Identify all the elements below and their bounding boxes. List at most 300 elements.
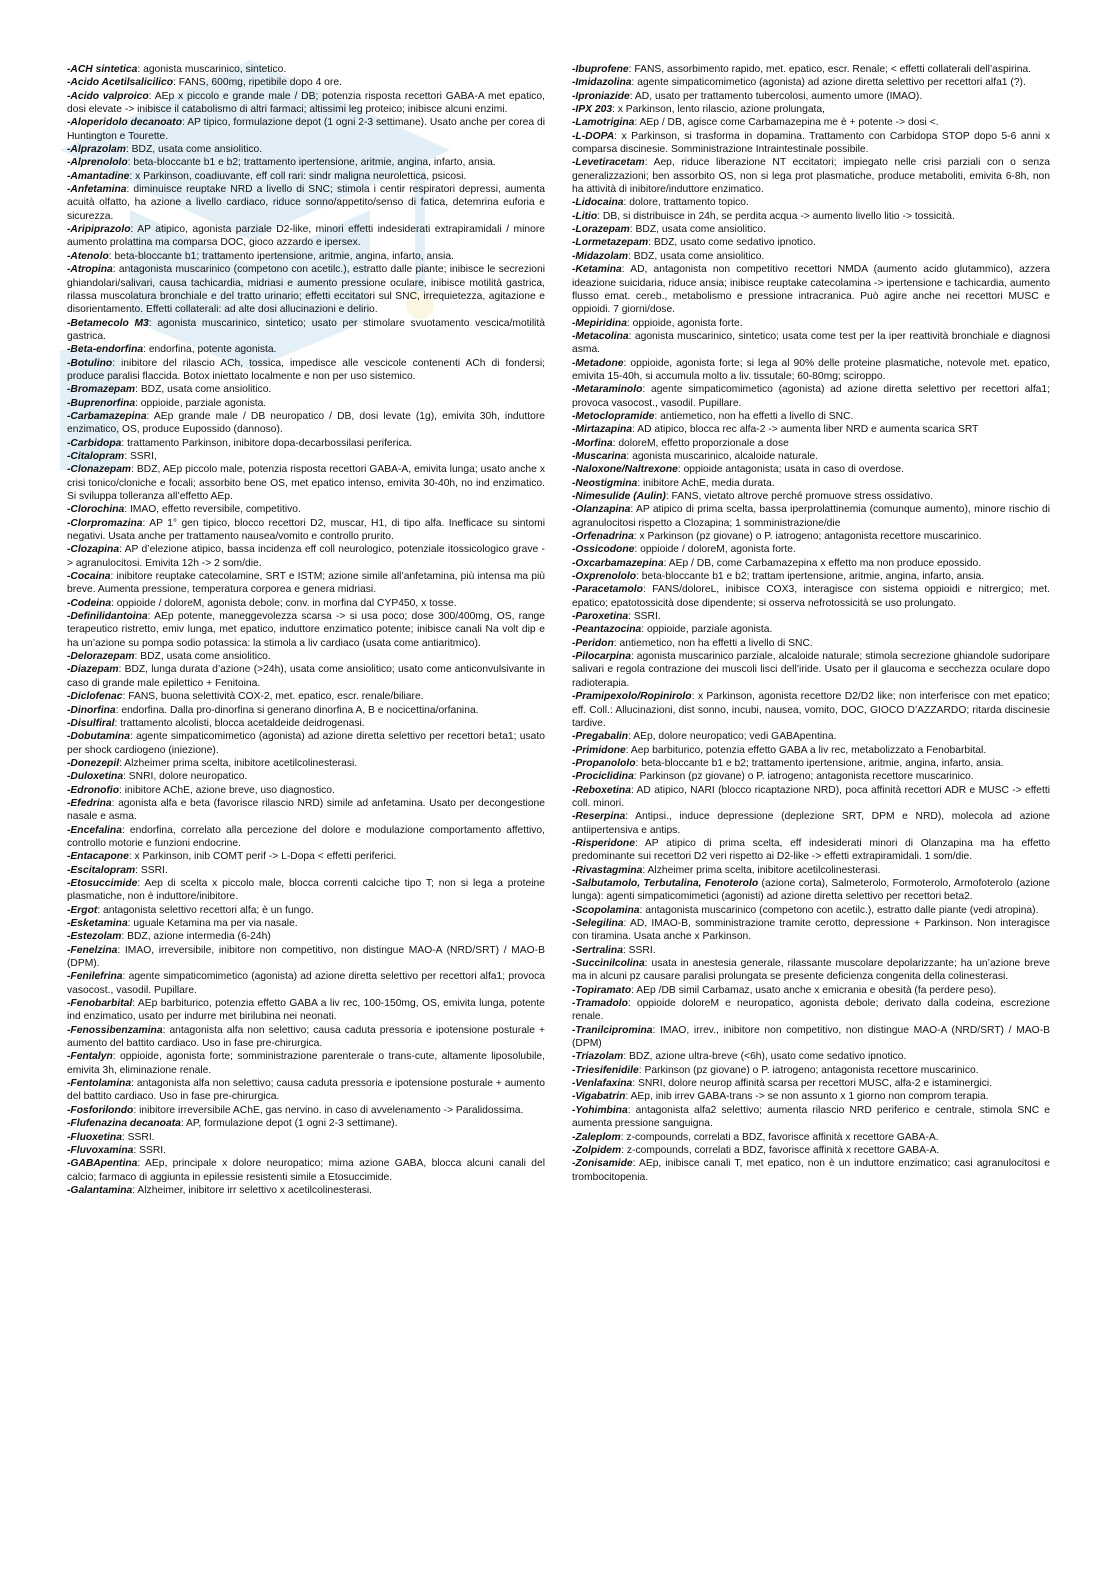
drug-entry [572, 156, 1050, 196]
drug-entry [572, 610, 1050, 623]
drug-name: -Alprazolam [67, 144, 126, 156]
drug-name: -Carbidopa [67, 437, 122, 449]
drug-entry [572, 784, 1050, 811]
drug-description: : agente simpaticomimetico (agonista) ad azione diretta selettivo per recettori alfa1 (?). [631, 77, 1026, 89]
drug-name: -Fluoxetina [67, 1131, 122, 1143]
drug-entry [67, 770, 545, 783]
drug-description: : AP tipico, formulazione depot (1 ogni 2-3 settimane). Usato anche per corea di Huntington e Tourette. [67, 117, 545, 142]
drug-name: -Pilocarpina [572, 651, 631, 663]
drug-entry [572, 1090, 1050, 1103]
drug-description: : AEp grande male / DB neuropatico / DB, dosi levate (1g), emivita 30h, induttore enzimatico, OS, produce Eupossido (dannoso). [67, 410, 545, 436]
drug-entry [572, 250, 1050, 263]
drug-name: -Olanzapina [572, 504, 631, 516]
drug-name: -Buprenorfina [67, 397, 136, 409]
drug-name: -Mirtazapina [572, 424, 633, 436]
drug-description: (azione corta), Salmeterolo, Formoterolo, Armofoterolo (azione lunga): agenti simpaticomimetici (agonisti) ad azione diretta selettivo per recettori beta2. [572, 877, 1050, 903]
drug-description: : oppioide, agonista forte; somministrazione parenterale o trans-cute, altamente liposolubile, emivita 3h, eliminazione renale. [67, 1051, 545, 1076]
drug-entry [572, 1157, 1050, 1184]
drug-name: -Dinorfina [67, 704, 116, 716]
drug-name: -Fenossibenzamina [67, 1024, 163, 1036]
drug-description: : agonista muscarinico parziale, alcaloide naturale; stimola secrezione ghiandole sudoripare salivari e regola contrazione dei muscoli lisci dell’iride. Usato per il glaucoma e secchezza oculare dopo radioterapia. [572, 651, 1050, 689]
drug-entry [572, 330, 1050, 357]
drug-description: : AEp, inibisce canali T, met epatico, non è un induttore enzimatico; casi agranulocitosi e trombocitopenia. [572, 1158, 1050, 1183]
drug-name: -Paracetamolo [572, 584, 643, 596]
drug-entry [572, 984, 1050, 997]
drug-entry [67, 410, 545, 437]
drug-entry [67, 690, 545, 703]
drug-name: -Midazolam [572, 250, 629, 262]
drug-description: : inibitore reuptake catecolamine, SRT e ISTM; azione simile all’anfetamina, più intensa ma più breve. Aumenta pressione, temperatura corporea e genera midriasi. [67, 571, 545, 596]
drug-name: -Ossicodone [572, 544, 635, 556]
drug-name: -Imidazolina [572, 77, 632, 89]
drug-description: : antagonista alfa non selettivo; causa caduta pressoria e ipotensione posturale + aumento del battito cardiaco. Uso in fase pre-chirurgica. [67, 1024, 545, 1050]
drug-description: : trattamento alcolisti, blocca acetaldeide deidrogenasi. [114, 717, 365, 729]
drug-description: : oppioide doloreM e neuropatico, agonista debole; derivato dalla codeina, escrezione renale. [572, 998, 1050, 1023]
drug-name: -Lamotrigina [572, 117, 635, 129]
drug-name: -Acido valproico [67, 90, 149, 102]
drug-name: -Morfina [572, 437, 613, 449]
drug-description: : FANS, vietato altrove perché promuove stress ossidativo. [665, 491, 934, 502]
drug-description: : BDZ, usata come ansiolitico. [629, 224, 766, 236]
drug-description: : Parkinson (pz giovane) o P. iatrogeno; antagonista recettore muscarinico. [633, 771, 974, 783]
drug-name: -Lidocaina [572, 197, 624, 209]
right-column [572, 63, 1050, 1184]
drug-description: : agonista muscarinico, sintetico. [137, 64, 287, 75]
drug-name: -Scopolamina [572, 904, 640, 916]
drug-name: -IPX 203 [572, 104, 613, 116]
drug-name: -Metadone [572, 357, 624, 369]
drug-entry [572, 543, 1050, 556]
drug-description: : Aep, riduce liberazione NT eccitatori; impiegato nelle crisi parziali con o senza generalizzazioni; ben assorbito OS, non si lega prot plasmatiche, produce metaboliti, emivita 6-8h, non ha attività di inibitore/induttore enzimatico. [572, 157, 1050, 196]
drug-entry [572, 997, 1050, 1024]
drug-entry [572, 744, 1050, 757]
drug-name: -Lormetazepam [572, 237, 649, 249]
drug-name: -Fenobarbital [67, 998, 133, 1010]
drug-name: -Duloxetina [67, 771, 124, 783]
drug-name: -Metoclopramide [572, 410, 655, 422]
drug-name: -Delorazepam [67, 651, 135, 663]
drug-entry [67, 730, 545, 757]
drug-description: : AD, antagonista non competitivo recettori NMDA (aumento acido glutammico), azzera ideazione suicidaria, riduce ansia; inibisce reuptake catecolamina -> ipertensione e tachicardia, aumento flusso emat. cereb., metabolismo e pressione intracranica. Può agire anche nei recettori MUSC e oppioidi. 7 giorni/dose. [572, 264, 1050, 316]
drug-name: -Fosforilondo [67, 1104, 134, 1116]
drug-entry [572, 583, 1050, 610]
drug-entry [67, 76, 545, 89]
drug-entry [67, 877, 545, 904]
drug-name: -Zaleplom [572, 1131, 621, 1143]
drug-description: : Parkinson (pz giovane) o P. iatrogeno; antagonista recettore muscarinico. [638, 1064, 979, 1076]
drug-description: : IMAO, irrev., inibitore non competitivo, non distingue MAO-A (NRD/SRT) / MAO-B (DPM) [572, 1024, 1050, 1050]
drug-entry [572, 236, 1050, 249]
drug-name: -Propanololo [572, 757, 636, 769]
drug-description: : oppioide, agonista forte; si lega al 90% delle proteine plasmatiche, notevole met. epatico, emivita 15-40h, si accumula molto a liv. tissutale; 60-80mg; sciroppo. [572, 357, 1050, 382]
drug-description: : Aep barbiturico, potenzia effetto GABA a liv rec, metabolizzato a Fenobarbital. [625, 744, 987, 756]
drug-description: : AEp / DB, come Carbamazepina x effetto ma non produce epossido. [663, 557, 982, 569]
drug-description: : AP atipico, agonista parziale D2-like, minori effetti indesiderati extrapiramidali / minore aumento prolattina ma comparsa DOC, gioco azzardo e ipersex. [67, 224, 545, 249]
drug-description: : z-compounds, correlati a BDZ, favorisce affinità x recettore GABA-A. [621, 1144, 940, 1156]
drug-entry [572, 1064, 1050, 1077]
drug-description: : endorfina. Dalla pro-dinorfina si generano dinorfina A, B e nocicettina/orfanina. [115, 704, 479, 716]
drug-description: : BDZ, azione ultra-breve (<6h), usato come sedativo ipnotico. [623, 1051, 907, 1063]
drug-entry [572, 730, 1050, 743]
drug-description: : oppioide, parziale agonista. [135, 397, 267, 409]
drug-description: : oppioide, agonista forte. [626, 317, 743, 329]
drug-name: -Fenelzina [67, 944, 118, 956]
drug-entry [67, 397, 545, 410]
drug-description: : SSRI, [124, 450, 157, 462]
drug-entry [572, 570, 1050, 583]
drug-name: -Fluvoxamina [67, 1144, 134, 1156]
drug-description: : AEp barbiturico, potenzia effetto GABA a liv rec, 100-150mg, OS, emivita lunga, potente ind enzimatico, usato per indurre met birilubina nei neonati. [67, 998, 545, 1023]
drug-entry [572, 690, 1050, 730]
drug-name: -Botulino [67, 357, 113, 369]
drug-description: : usata in anestesia generale, rilassante muscolare depolarizzante; ha un’azione breve ma in alcuni pz causare paralisi prolungata se presente deficienza congenita della colinesterasi. [572, 958, 1050, 983]
drug-entry [67, 143, 545, 156]
drug-name: -Litio [572, 210, 598, 222]
drug-entry [67, 170, 545, 183]
drug-entry [572, 357, 1050, 384]
drug-entry [67, 1104, 545, 1117]
drug-name: -Vigabatrin [572, 1091, 626, 1103]
drug-entry [572, 223, 1050, 236]
drug-name: -Atenolo [67, 250, 109, 262]
drug-entry [572, 1144, 1050, 1157]
drug-name: -Nimesulide (Aulin) [572, 491, 666, 502]
drug-entry [572, 770, 1050, 783]
drug-description: : antagonista selettivo recettori alfa; è un fungo. [97, 904, 314, 916]
drug-name: -Peridon [572, 637, 614, 649]
drug-entry [67, 784, 545, 797]
drug-name: -Reboxetina [572, 784, 631, 796]
drug-entry [572, 637, 1050, 650]
drug-entry [67, 450, 545, 463]
drug-name: -Sertralina [572, 944, 623, 956]
drug-description: : oppioide / doloreM, agonista forte. [634, 544, 796, 556]
drug-name: -GABApentina [67, 1158, 138, 1170]
drug-description: : agonista muscarinico, alcaloide naturale. [626, 450, 819, 462]
drug-description: : BDZ, lunga durata d’azione (>24h), usata come ansiolitico; usato come anticonvulsivante in caso di grande male epilettico + Fenitoina. [67, 664, 545, 689]
drug-description: : agonista muscarinico, sintetico; usato per stimolare svuotamento vescica/motilità gastrica. [67, 317, 545, 342]
drug-description: : FANS, assorbimento rapido, met. epatico, escr. Renale; < effetti collaterali dell’aspirina. [628, 64, 1032, 75]
drug-entry [67, 917, 545, 930]
drug-entry [67, 517, 545, 544]
drug-name: -Citalopram [67, 450, 125, 462]
drug-name: -Rivastagmina [572, 864, 643, 876]
drug-description: : trattamento Parkinson, inibitore dopa-decarbossilasi periferica. [121, 437, 413, 449]
drug-name: -Aloperidolo decanoato [67, 117, 183, 129]
drug-entry [572, 210, 1050, 223]
drug-entry [67, 797, 545, 824]
drug-entry [572, 263, 1050, 316]
drug-entry [572, 944, 1050, 957]
drug-description: : BDZ, usata come ansiolitico. [135, 384, 272, 396]
drug-entry [67, 183, 545, 223]
drug-entry [67, 824, 545, 851]
drug-entry [67, 944, 545, 971]
drug-description: : diminuisce reuptake NRD a livello di SNC; stimola i centir respiratori depressi, aumenta acuità olfatto, ha azione a livello cardiaco, riduce sonno/appetito/senso di fatica, detemrina euforia e sicurezza. [67, 184, 545, 222]
drug-name: -Cocaina [67, 571, 111, 583]
drug-description: : beta-bloccante b1; trattamento ipertensione, aritmie, angina, infarto, ansia. [108, 250, 454, 262]
drug-name: -Zonisamide [572, 1158, 633, 1170]
drug-name: -Flufenazina decanoata [67, 1118, 181, 1130]
drug-entry [67, 904, 545, 917]
left-column [67, 63, 545, 1197]
drug-entry [572, 1131, 1050, 1144]
drug-description: : doloreM, effetto proporzionale a dose [612, 437, 789, 449]
drug-name: -Reserpina [572, 811, 626, 823]
drug-name: -Mepiridina [572, 317, 627, 329]
drug-entry [572, 904, 1050, 917]
drug-name: -L-DOPA [572, 130, 615, 142]
drug-entry [572, 757, 1050, 770]
drug-description: : IMAO, irreversibile, inibitore non competitivo, non distingue MAO-A (NRD/SRT) / MAO-B (DPM). [67, 944, 545, 970]
drug-entry [572, 1104, 1050, 1131]
drug-description: : AP d’elezione atipico, bassa incidenza eff coll neurologico, potenziale itossicologico grave -> agranulocitosi. Emivita 12h -> 2 som/die. [67, 544, 545, 569]
drug-name: -Venlafaxina [572, 1078, 633, 1090]
drug-description: : inibitore del rilascio ACh, tossica, impedisce alle vescicole contenenti ACh di fondersi; produce paralisi flaccida. Botox iniettato localmente e non per uso sistemico. [67, 357, 545, 382]
drug-description: : AEp potente, maneggevolezza scarsa -> si usa poco; dose 300/400mg, OS, range terapeutico ristretto, emiv lunga, met epatico, induttore enzimatico potente; inibisce canali Na volt dip e ha un’azione su pompa sodio potassica: la stimola a liv cardiaco (usata come antiaritmico). [67, 611, 545, 649]
drug-entry [572, 103, 1050, 116]
drug-description: : oppioide antagonista; usata in caso di overdose. [677, 464, 904, 476]
drug-name: -Diazepam [67, 664, 119, 676]
drug-name: -Ketamina [572, 264, 622, 276]
drug-description: : Antipsi., induce depressione (deplezione SRT, DPM e NRD), molecola ad azione antiipertensiva e antips. [572, 811, 1050, 836]
drug-description: : AP, formulazione depot (1 ogni 2-3 settimane). [180, 1118, 398, 1130]
drug-description: : AP atipico di prima scelta, eff indesiderati minori di Olanzapina ma ha effetto predominante sui recettori D2 veri rispetto ai D2-like -> effetti extrapiramidali. 1 som/die. [572, 837, 1050, 863]
drug-description: : AEp /DB simil Carbamaz, usato anche x emicrania e obesità (fa perdere peso). [631, 984, 997, 996]
drug-entry [67, 570, 545, 597]
drug-name: -Muscarina [572, 450, 627, 462]
drug-name: -Clonazepam [67, 464, 132, 476]
drug-entry [67, 437, 545, 450]
drug-entry [67, 63, 545, 76]
drug-name: -Donezepil [67, 757, 120, 769]
drug-entry [67, 343, 545, 356]
drug-entry [67, 650, 545, 663]
drug-entry [67, 970, 545, 997]
drug-entry [67, 357, 545, 384]
drug-entry [572, 957, 1050, 984]
drug-name: -Tramadolo [572, 998, 628, 1010]
drug-description: : FANS, 600mg, ripetibile dopo 4 ore. [173, 77, 342, 89]
drug-description: : BDZ, usata come ansiolitico. [125, 144, 263, 156]
drug-entry [572, 917, 1050, 944]
drug-entry [572, 383, 1050, 410]
drug-entry [67, 1131, 545, 1144]
drug-name: -Disulfiral [67, 717, 115, 729]
drug-name: -Etosuccimide [67, 877, 138, 889]
drug-name: -Acido Acetilsalicilico [67, 77, 174, 89]
drug-name: -Efedrina [67, 797, 112, 809]
drug-description: : z-compounds, correlati a BDZ, favorisce affinità x recettore GABA-A. [620, 1131, 939, 1143]
drug-description: : BDZ, usata come ansiolitico. [628, 250, 765, 262]
drug-description: : FANS/doloreL, inibisce COX3, interagisce con sistema oppioidi e nitrergico; met. epatico; epatotossicità dose dipendente; si osserva nefrotossicità se uso prolungato. [572, 584, 1050, 609]
drug-description: : SSRI. [628, 611, 661, 623]
drug-entry [572, 450, 1050, 463]
drug-entry [572, 490, 1050, 503]
drug-entry [572, 557, 1050, 570]
drug-description: : antagonista alfa2 selettivo; aumenta rilascio NRD periferico e centrale, stimola SNC e aumenta pressione sanguigna. [572, 1104, 1050, 1130]
drug-name: -Zolpidem [572, 1144, 622, 1156]
drug-name: -Ibuprofene [572, 64, 629, 75]
drug-entry [572, 1024, 1050, 1051]
drug-description: : AP 1° gen tipico, blocco recettori D2, muscar, H1, di tipo alfa. Inefficace su sintomi negativi. Usata anche per trattamento nausea/vomito e controllo prurito. [67, 517, 545, 543]
drug-description: : oppioide / doloreM, agonista debole; conv. in morfina dal CYP450, x tosse. [111, 597, 457, 609]
drug-name: -Naloxone/Naltrexone [572, 464, 678, 476]
drug-description: : AEp, principale x dolore neuropatico; mima azione GABA, blocca alcuni canali del calcio; farmaco di aggiunta in epilessie resistenti simile a Etosuccimide. [67, 1158, 545, 1183]
drug-description: : BDZ, usato come sedativo ipnotico. [648, 237, 816, 249]
drug-description: : oppioide, parziale agonista. [641, 624, 773, 636]
drug-name: -Clozapina [67, 544, 120, 556]
drug-name: -Fentalyn [67, 1051, 113, 1063]
drug-name: -Triesifenidile [572, 1064, 639, 1076]
drug-description: : x Parkinson, si trasforma in dopamina. Trattamento con Carbidopa STOP dopo 5-6 anni x comparsa discinesie. Somministrazione Intraintestinale possibile. [572, 130, 1050, 156]
drug-description: : AD, IMAO-B, somministrazione tramite cerotto, depressione + Parkinson. Non interagisce con tiramina. Usata anche x Parkinson. [572, 918, 1050, 943]
drug-entry [572, 1077, 1050, 1090]
drug-description: : x Parkinson, agonista recettore D2/D2 like; non interferisce con met epatico; eff. Coll.: Allucinazioni, dist sonno, incubi, nausea, vomito, DOC, GIOCO D’AZZARDO; ritarda discinesie tardive. [572, 691, 1050, 729]
drug-description: : Alzheimer prima scelta, inibitore acetilcolinesterasi. [119, 757, 358, 769]
drug-entry [572, 317, 1050, 330]
drug-description: : uguale Ketamina ma per via nasale. [127, 918, 298, 929]
drug-name: -Selegilina [572, 918, 624, 929]
drug-name: -Fentolamina [67, 1078, 132, 1090]
drug-description: : antagonista muscarinico (competono con acetilc.), estratto dalle piante (vedi atropina). [639, 904, 1039, 916]
drug-name: -Fenilefrina [67, 971, 123, 983]
drug-entry [572, 477, 1050, 490]
drug-entry [67, 1157, 545, 1184]
drug-name: -ACH sintetica [67, 64, 138, 75]
drug-description: : BDZ, azione intermedia (6-24h) [121, 931, 271, 943]
drug-entry [67, 156, 545, 169]
drug-entry [572, 530, 1050, 543]
drug-entry [67, 383, 545, 396]
drug-name: -Amantadine [67, 170, 130, 182]
drug-description: : inibitore AchE, media durata. [637, 477, 775, 489]
drug-description: : SSRI. [133, 1144, 166, 1156]
drug-name: -Alprenololo [67, 157, 128, 169]
drug-entry [67, 864, 545, 877]
drug-description: : agonista muscarinico, sintetico; usata come test per la iper reattività bronchiale e diagnosi asma. [572, 330, 1050, 356]
drug-name: -Triazolam [572, 1051, 624, 1063]
drug-entry [572, 116, 1050, 129]
drug-name: -Entacapone [67, 851, 129, 863]
drug-description: : AEp, inib irrev GABA-trans -> se non assunto x 1 giorno non comprom terapia. [625, 1091, 989, 1103]
drug-entry [572, 503, 1050, 530]
drug-description: : AP atipico di prima scelta, bassa iperprolattinemia (comunque aumento), minore rischio di agranulocitosi rispetto a Clozapina; 1 somministrazione/die [572, 504, 1050, 529]
drug-entry [572, 1050, 1050, 1063]
drug-entry [67, 663, 545, 690]
drug-description: : x Parkinson, inib COMT perif -> L-Dopa < effetti periferici. [128, 851, 397, 863]
drug-description: : antiemetico, non ha effetti a livello di SNC. [613, 637, 813, 649]
drug-entry [67, 317, 545, 344]
drug-entry [67, 250, 545, 263]
drug-entry [572, 877, 1050, 904]
drug-description: : endorfina, potente agonista. [143, 344, 277, 356]
drug-entry [572, 63, 1050, 76]
drug-entry [67, 997, 545, 1024]
drug-description: : AD, usato per trattamento tubercolosi, aumento umore (IMAO). [629, 90, 923, 102]
drug-description: : agente simpaticomimetico (agonista) ad azione diretta selettivo per recettori beta1; usato per shock cardiogeno (iniezione). [67, 731, 545, 756]
drug-entry [67, 90, 545, 117]
drug-name: -Metaraminolo [572, 384, 643, 396]
drug-description: : AEp x piccolo e grande male / DB; potenzia risposta recettori GABA-A met epatico, dosi elevate -> inibisce il catabolismo di altri farmaci; altissimi leg proteico; inibisce alcuni enzimi. [67, 90, 546, 116]
drug-description: : x Parkinson, coadiuvante, eff coll rari: sindr maligna neurolettica, psicosi. [129, 170, 467, 182]
drug-description: : AD atipico, blocca rec alfa-2 -> aumenta liber NRD e aumenta scarica SRT [632, 424, 979, 436]
drug-description: : agente simpaticomimetico (agonista) ad azione diretta selettivo per recettori alfa1; provoca vasocost., vasodil. Pupillare. [572, 384, 1050, 409]
drug-description: : beta-bloccante b1 e b2; trattamento ipertensione, aritmie, angina, infarto, ansia. [635, 757, 1004, 769]
drug-name: -Bromazepam [67, 384, 136, 396]
drug-entry [572, 90, 1050, 103]
drug-description: : AEp, dolore neuropatico; vedi GABApentina. [628, 731, 837, 743]
drug-name: -Atropina [67, 264, 113, 276]
drug-name: -Paroxetina [572, 611, 629, 623]
drug-name: -Oxprenololo [572, 571, 637, 583]
drug-name: -Risperidone [572, 837, 635, 849]
drug-name: -Metacolina [572, 330, 629, 342]
drug-name: -Encefalina [67, 824, 122, 836]
drug-name: -Pramipexolo/Ropinirolo [572, 691, 692, 703]
drug-description: : beta-bloccante b1 e b2; trattamento ipertensione, aritmie, angina, infarto, ansia. [127, 157, 496, 169]
drug-description: : beta-bloccante b1 e b2; trattam ipertensione, aritmie, angina, infarto, ansia. [636, 571, 985, 583]
drug-name: -Edronofio [67, 784, 120, 796]
drug-name: -Lorazepam [572, 224, 630, 236]
drug-name: -Ergot [67, 904, 98, 916]
drug-entry [67, 116, 545, 143]
drug-description: : SSRI. [121, 1131, 155, 1143]
drug-entry [572, 76, 1050, 89]
drug-name: -Peantazocina [572, 624, 642, 636]
drug-entry [572, 650, 1050, 690]
drug-description: : FANS, buona selettività COX-2, met. epatico, escr. renale/biliare. [122, 691, 424, 703]
drug-name: -Esketamina [67, 918, 128, 929]
drug-name: -Primidone [572, 744, 626, 756]
drug-description: : inibitore AChE, azione breve, uso diagnostico. [119, 784, 335, 796]
drug-name: -Carbamazepina [67, 410, 147, 422]
drug-name: -Dobutamina [67, 731, 130, 743]
drug-description: : inibitore irreversibile AChE, gas nervino. in caso di avvelenamento -> Paralidossima. [133, 1104, 524, 1116]
drug-name: -Anfetamina [67, 184, 127, 196]
drug-entry [572, 463, 1050, 476]
drug-name: -Clorochina [67, 504, 125, 516]
drug-name: -Diclofenac [67, 691, 123, 703]
drug-entry [67, 1077, 545, 1104]
drug-description: : antagonista alfa non selettivo; causa caduta pressoria e ipotensione posturale + aumento del battito cardiaco. Uso in fase pre-chirurgica. [67, 1078, 545, 1103]
drug-entry [67, 850, 545, 863]
drug-entry [67, 1117, 545, 1130]
drug-name: -Salbutamolo, Terbutalina, Fenoterolo [572, 877, 759, 889]
drug-name: -Galantamina [67, 1184, 133, 1196]
drug-description: : antagonista muscarinico (competono con acetilc.), estratto dalle piante; inibisce le secrezioni ghiandolari/salivari, causa tachicardia, midriasi e aumento pressione oculare, inibisce motilità gastrica, rilassa muscolatura bronchiale e del tratto urinario; effetti eccitatori sul SNC, irrequietezza, agitazione e disorientamento. Effetti collaterali: ad alte dosi allucinazioni e delirio. [67, 264, 545, 316]
drug-name: -Iproniazide [572, 90, 630, 102]
drug-entry [572, 837, 1050, 864]
drug-description: : DB, si distribuisce in 24h, se perdita acqua -> aumento livello litio -> tossicità. [597, 210, 955, 222]
drug-description: : BDZ, usata come ansiolitico. [134, 651, 271, 663]
drug-entry [572, 423, 1050, 436]
drug-name: -Aripiprazolo [67, 224, 131, 236]
drug-name: -Escitalopram [67, 864, 136, 876]
drug-name: -Codeina [67, 597, 112, 609]
drug-entry [67, 1024, 545, 1051]
drug-description: : Alzheimer prima scelta, inibitore acetilcolinesterasi. [642, 864, 881, 876]
drug-entry [67, 543, 545, 570]
drug-name: -Prociclidina [572, 771, 634, 783]
drug-name: -Beta-endorfina [67, 344, 144, 356]
drug-entry [572, 196, 1050, 209]
drug-entry [67, 610, 545, 650]
drug-entry [572, 410, 1050, 423]
drug-entry [572, 623, 1050, 636]
drug-description: : SNRI, dolore neuropatico. [123, 771, 248, 783]
drug-entry [67, 503, 545, 516]
